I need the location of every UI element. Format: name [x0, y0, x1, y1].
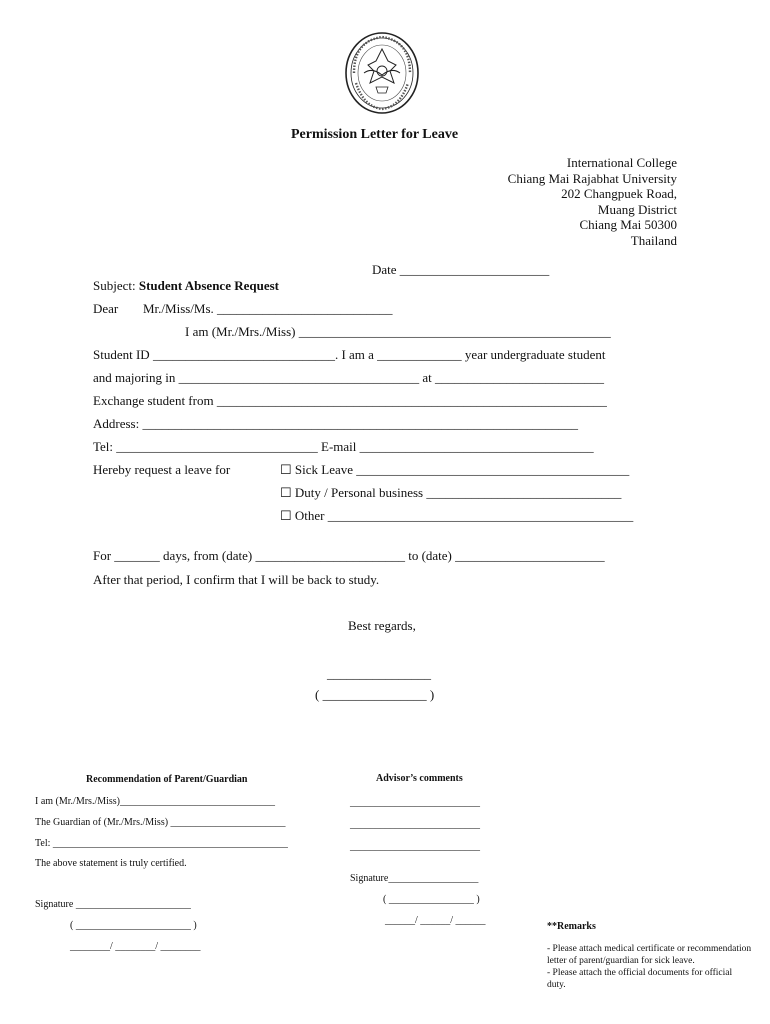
closing-regards: Best regards, [348, 618, 416, 633]
tel-email-field[interactable]: Tel: _______________________________ E-mail ____________________________________ [93, 439, 594, 454]
address-field[interactable]: Address: ___________________________________________________________________ [93, 416, 578, 431]
subject-line [93, 278, 279, 294]
request-label: Hereby request a leave for [93, 462, 231, 477]
advisor-title: Advisor’s comments [376, 773, 463, 784]
page-title: Permission Letter for Leave [291, 127, 459, 142]
guardian-title: Recommendation of Parent/Guardian [86, 774, 248, 785]
address-line: Chiang Mai 50300 [579, 217, 677, 232]
college-address [508, 155, 677, 248]
majoring-field[interactable]: and majoring in _____________________________________ at __________________________ [93, 370, 604, 385]
guardian-signature-field[interactable]: Signature _______________________ [35, 899, 191, 910]
subject-value: Student Absence Request [138, 278, 279, 293]
advisor-printed-name-field[interactable]: ( _________________ ) [383, 894, 480, 905]
student-id-field[interactable]: Student ID ____________________________. I am a _____________ year undergraduate student [93, 347, 606, 362]
remark-item: - Please attach the official documents for official duty. [547, 968, 733, 990]
guardian-date-field[interactable]: ________/ ________/ ________ [70, 941, 201, 952]
address-line: 202 Changpuek Road, [561, 186, 677, 201]
guardian-printed-name-field[interactable]: ( _______________________ ) [70, 920, 197, 931]
guardian-certification: The above statement is truly certified. [35, 858, 187, 869]
duty-business-checkbox[interactable]: ☐ Duty / Personal business ______________________________ [280, 485, 622, 500]
university-seal-icon [340, 31, 424, 115]
address-line: International College [566, 155, 677, 170]
remarks-list [547, 943, 752, 991]
date-field[interactable]: Date _______________________ [372, 262, 550, 277]
return-statement: After that period, I confirm that I will be back to study. [93, 572, 380, 587]
other-checkbox[interactable]: ☐ Other _______________________________________________ [280, 508, 634, 523]
guardian-name-field[interactable]: I am (Mr./Mrs./Miss)_______________________________ [35, 796, 275, 807]
advisor-comment-line[interactable]: __________________________ [350, 841, 480, 852]
remark-item: - Please attach medical certificate or recommendation letter of parent/guardian for sick leave. [547, 944, 752, 966]
address-line: Chiang Mai Rajabhat University [507, 170, 677, 186]
guardian-tel-field[interactable]: Tel: _______________________________________________ [35, 838, 288, 849]
advisor-date-field[interactable]: ______/ ______/ ______ [385, 915, 486, 926]
iam-field[interactable]: I am (Mr./Mrs./Miss) ________________________________________________ [185, 324, 611, 339]
guardian-of-field[interactable]: The Guardian of (Mr./Mrs./Miss) _______________________ [35, 817, 286, 828]
leave-dates-field[interactable]: For _______ days, from (date) _______________________ to (date) _______________________ [93, 548, 605, 563]
dear-recipient-field[interactable]: Mr./Miss/Ms. ___________________________ [143, 301, 393, 316]
address-line: Thailand [630, 232, 677, 248]
address-line: Muang District [597, 201, 677, 217]
advisor-comment-line[interactable]: __________________________ [350, 819, 480, 830]
subject-label: Subject: [93, 278, 139, 293]
advisor-comment-line[interactable]: __________________________ [350, 797, 480, 808]
student-signature-line[interactable]: ________________ [327, 666, 431, 681]
exchange-field[interactable]: Exchange student from ____________________________________________________________ [93, 393, 607, 408]
advisor-signature-field[interactable]: Signature__________________ [350, 873, 479, 884]
remarks-title: **Remarks [547, 921, 596, 932]
student-name-field[interactable]: ( ________________ ) [315, 687, 435, 702]
dear-label: Dear [93, 301, 119, 316]
sick-leave-checkbox[interactable]: ☐ Sick Leave __________________________________________ [280, 462, 630, 477]
